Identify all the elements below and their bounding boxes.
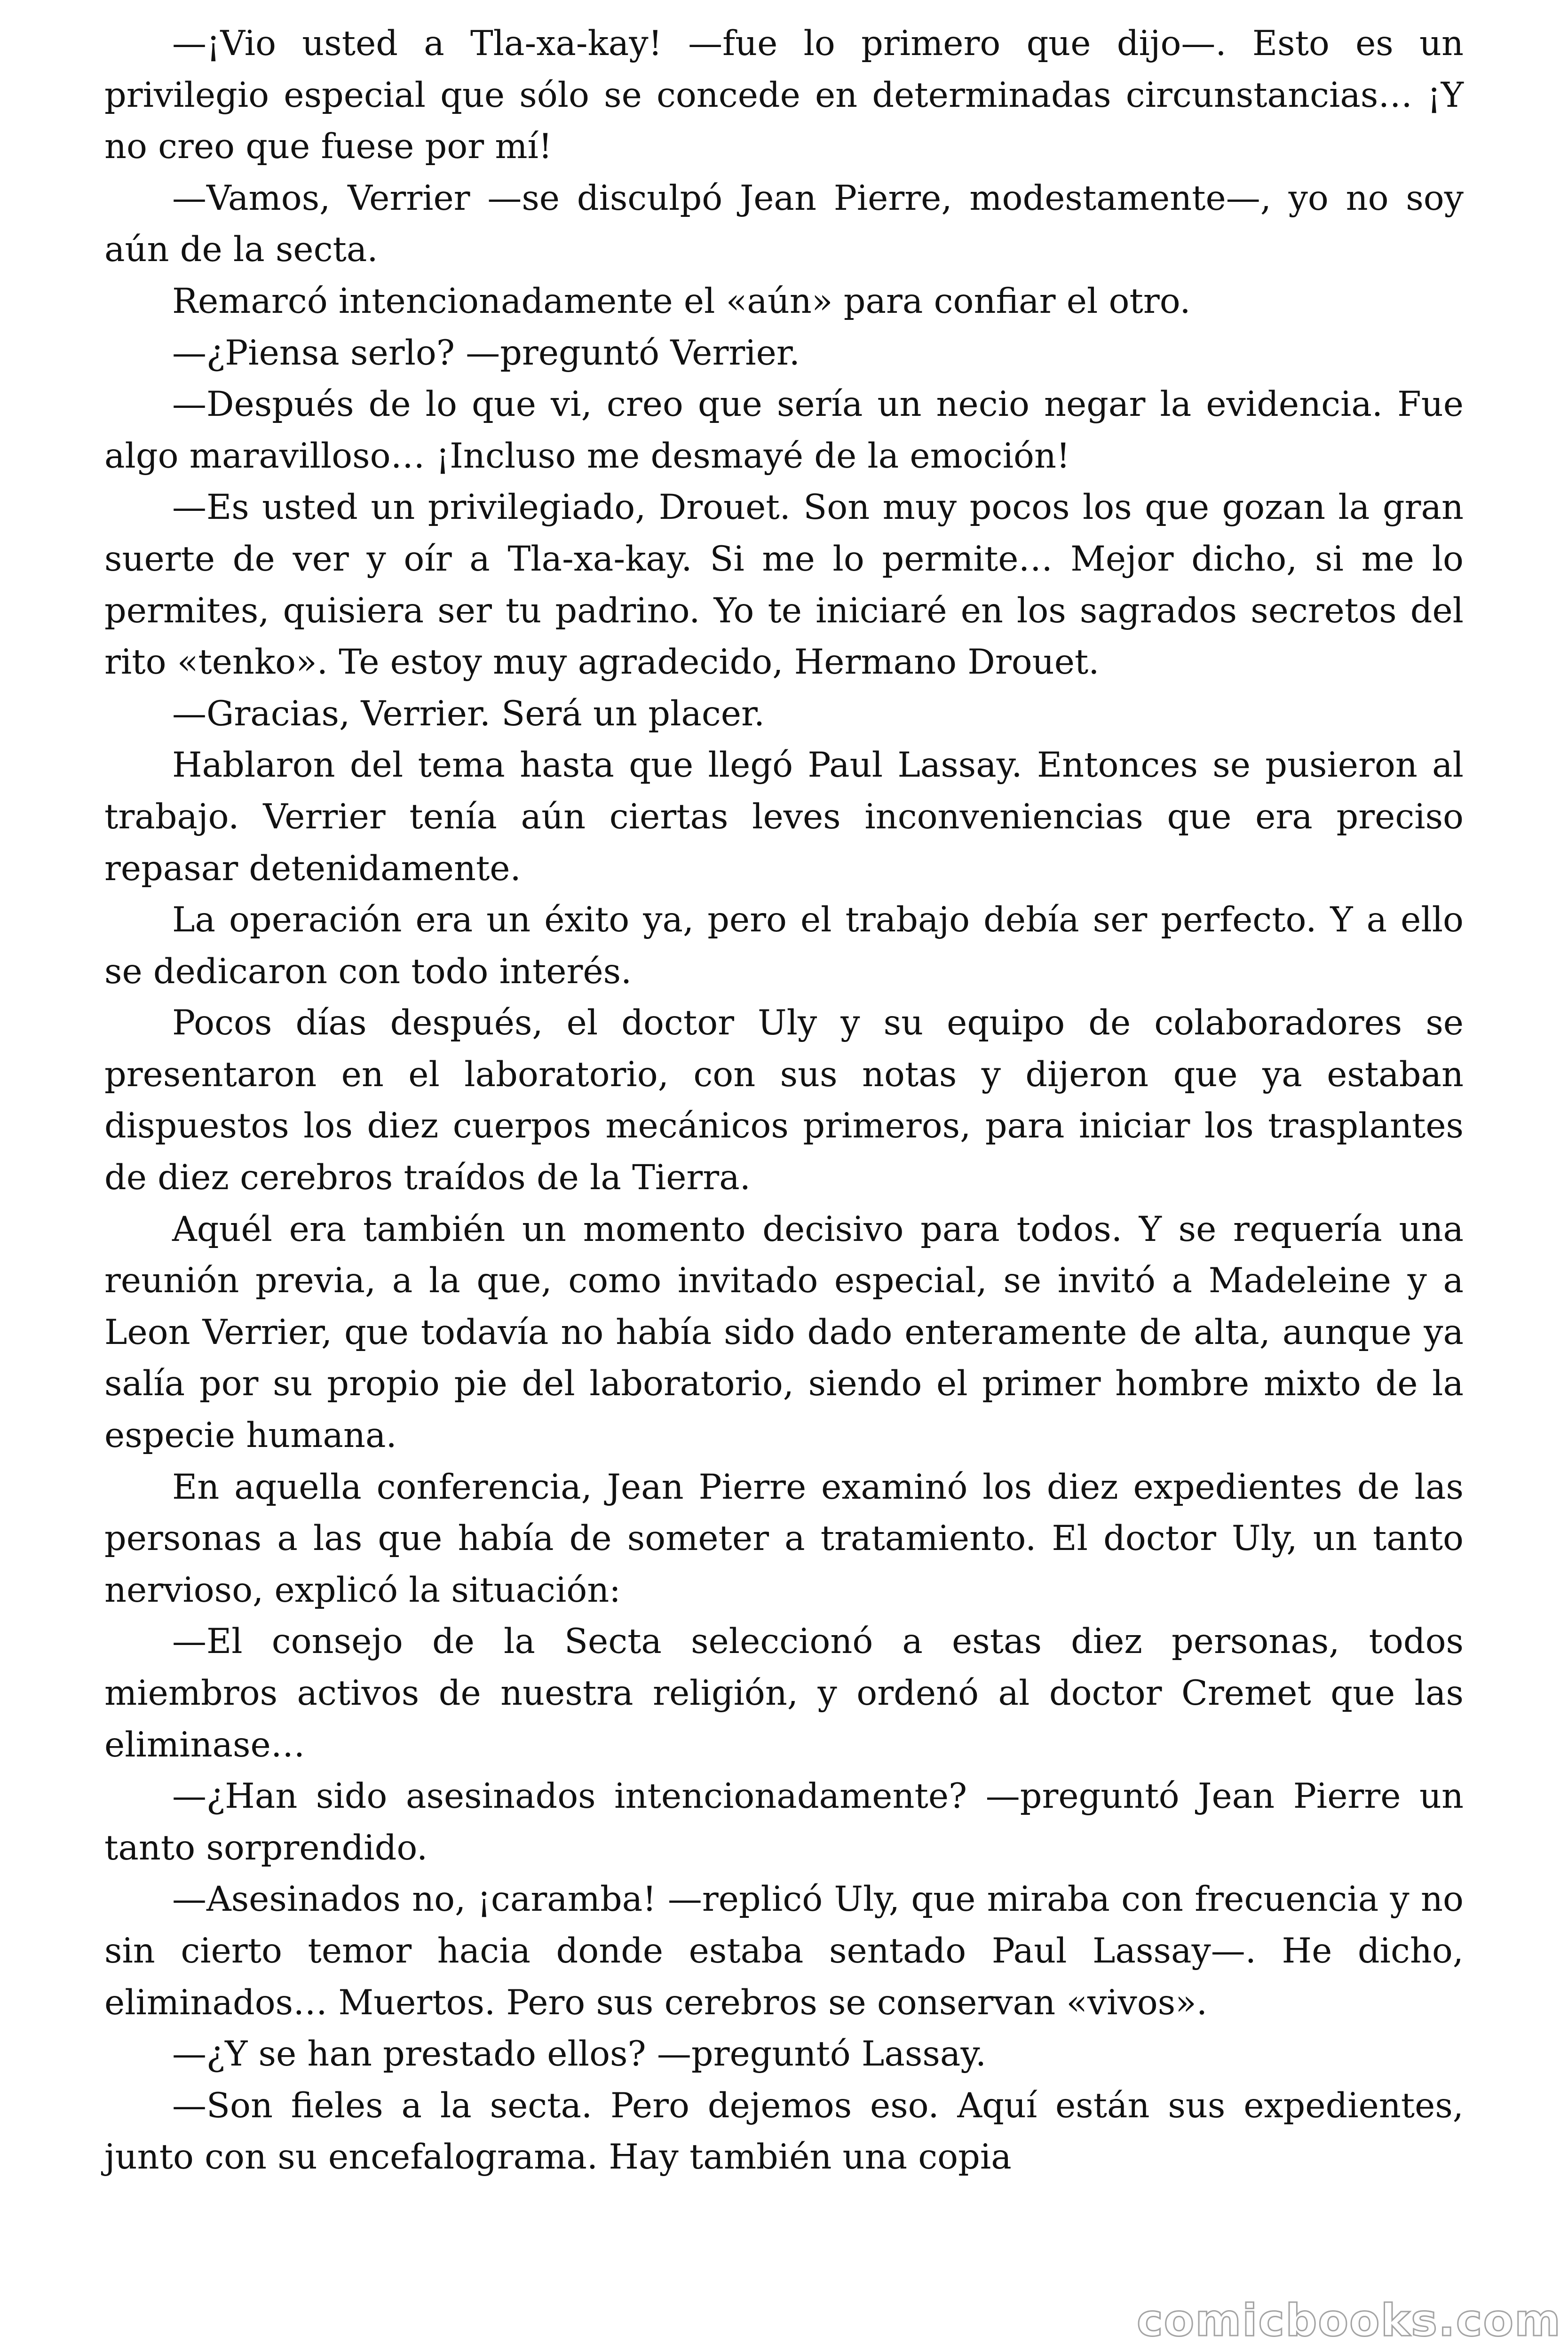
- paragraph-11: Aquél era también un momento decisivo para todos. Y se requería una reunión previa, a la que, como invitado especial, se invitó a Madeleine y a Leon Verrier, que todavía no había sido dado enteramente de alta, aunque ya salía por su propio pie del laboratorio, siendo el primer hombre mixto de la especie humana.: [104, 1209, 1464, 1456]
- paragraph-3: Remarcó intencionadamente el «aún» para confiar el otro.: [172, 281, 1191, 321]
- paragraph-10: Pocos días después, el doctor Uly y su equipo de colaboradores se presentaron en el laboratorio, con sus notas y dijeron que ya estaban dispuestos los diez cuerpos mecánicos primeros, para iniciar los trasplantes de diez cerebros traídos de la Tierra.: [104, 1003, 1464, 1198]
- paragraph-13: —El consejo de la Secta seleccionó a estas diez personas, todos miembros activos de nuestra religión, y ordenó al doctor Cremet que las eliminase…: [104, 1621, 1464, 1765]
- paragraph-2: —Vamos, Verrier —se disculpó Jean Pierre, modestamente—, yo no soy aún de la secta.: [104, 178, 1464, 270]
- paragraph-4: —¿Piensa serlo? —preguntó Verrier.: [172, 333, 800, 373]
- paragraph-8: Hablaron del tema hasta que llegó Paul Lassay. Entonces se pusieron al trabajo. Verrier tenía aún ciertas leves inconveniencias que era preciso repasar detenidamente.: [104, 745, 1464, 889]
- paragraph-1: —¡Vio usted a Tla-xa-kay! —fue lo primero que dijo—. Esto es un privilegio especial que sólo se concede en determinadas circunstancias… ¡Y no creo que fuese por mí!: [104, 24, 1464, 167]
- paragraph-12: En aquella conferencia, Jean Pierre examinó los diez expedientes de las personas a las que había de someter a tratamiento. El doctor Uly, un tanto nervioso, explicó la situación:: [104, 1467, 1464, 1610]
- paragraph-16: —¿Y se han prestado ellos? —preguntó Lassay.: [172, 2034, 987, 2074]
- paragraph-6: —Es usted un privilegiado, Drouet. Son muy pocos los que gozan la gran suerte de ver y oír a Tla-xa-kay. Si me lo permite… Mejor dicho, si me lo permites, quisiera ser tu padrino. Yo te iniciaré en los sagrados secretos del rito «tenko». Te estoy muy agradecido, Hermano Drouet.: [104, 487, 1464, 683]
- paragraph-7: —Gracias, Verrier. Será un placer.: [172, 693, 765, 734]
- paragraph-14: —¿Han sido asesinados intencionadamente? —preguntó Jean Pierre un tanto sorprendido.: [104, 1776, 1464, 1868]
- paragraph-5: —Después de lo que vi, creo que sería un necio negar la evidencia. Fue algo maravilloso… ¡Incluso me desmayé de la emoción!: [104, 384, 1464, 476]
- body-text: [104, 18, 1464, 2183]
- watermark-logo: comicbooks.com: [1136, 2295, 1561, 2346]
- paragraph-9: La operación era un éxito ya, pero el trabajo debía ser perfecto. Y a ello se dedicaron con todo interés.: [104, 900, 1464, 992]
- paragraph-17: —Son fieles a la secta. Pero dejemos eso. Aquí están sus expedientes, junto con su encefalograma. Hay también una copia: [104, 2085, 1464, 2177]
- paragraph-15: —Asesinados no, ¡caramba! —replicó Uly, que miraba con frecuencia y no sin cierto temor hacia donde estaba sentado Paul Lassay—. He dicho, eliminados… Muertos. Pero sus cerebros se conservan «vivos».: [104, 1879, 1464, 2023]
